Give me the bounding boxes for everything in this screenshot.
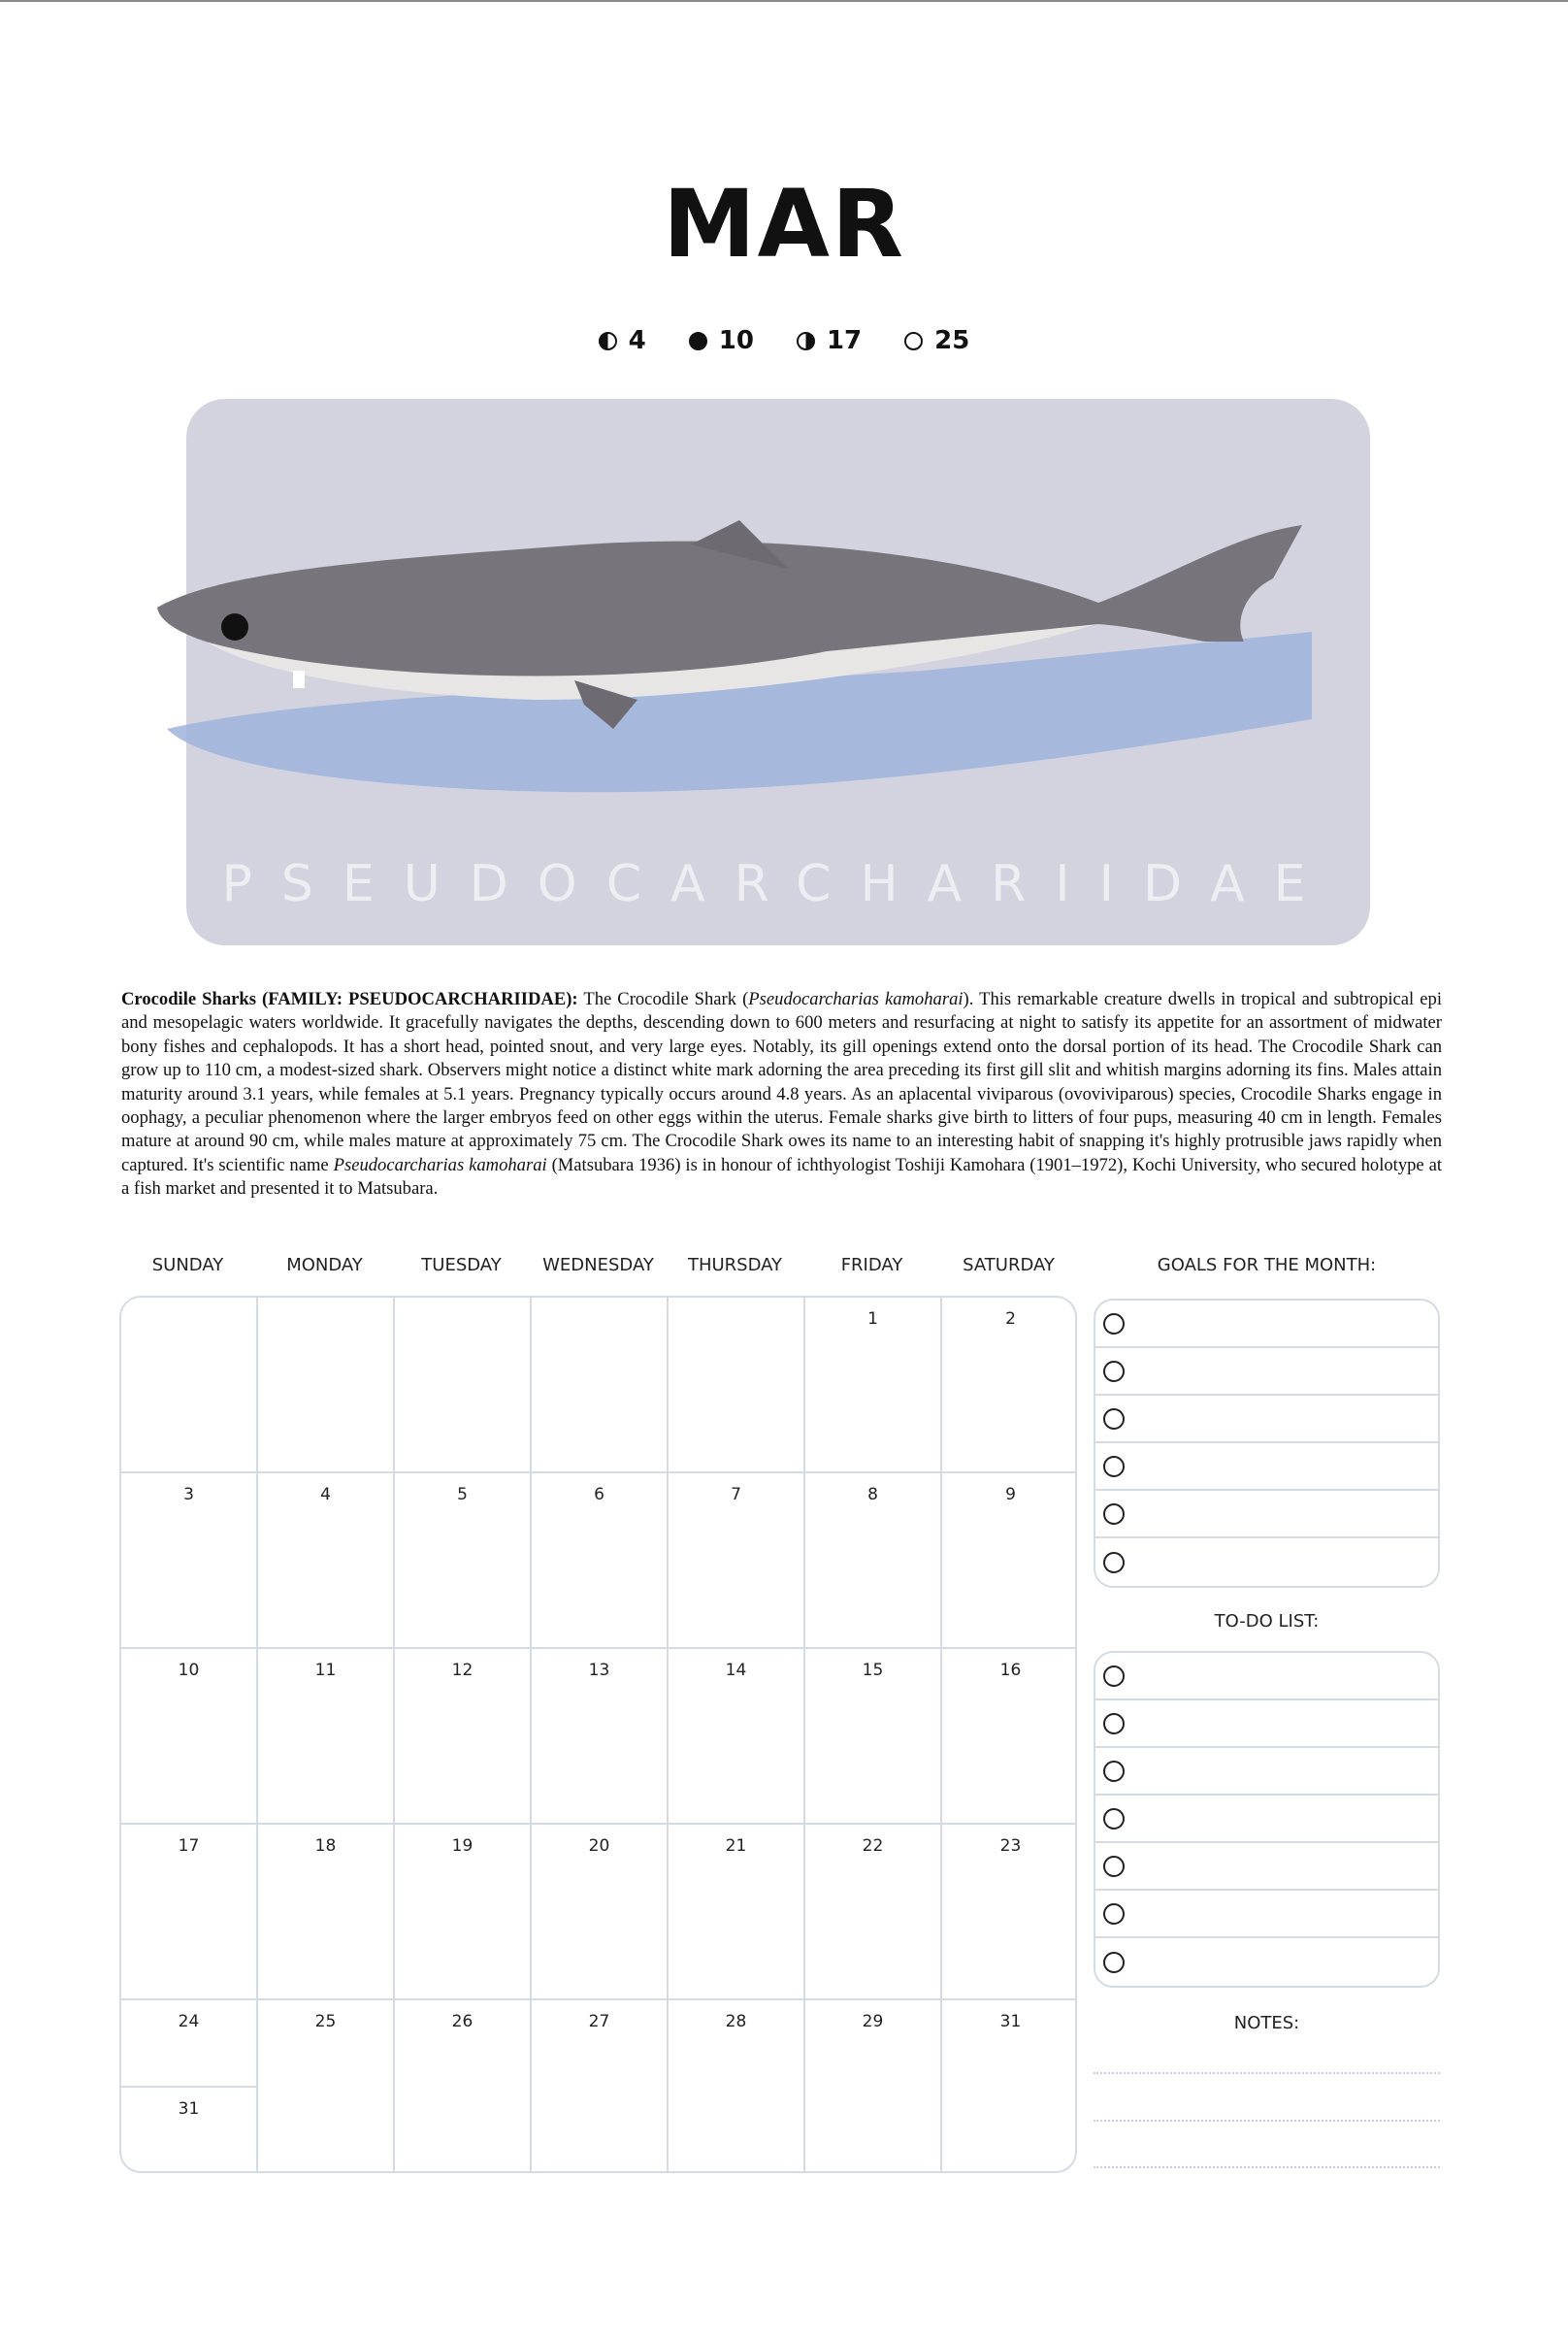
weekday-header: SUNDAY	[151, 1255, 224, 1275]
scientific-name: Pseudocarcharias kamoharai	[333, 1154, 547, 1175]
description-text: (Matsubara 1936) is in honour of ichthyologist Toshiji Kamohara (1901–1972), Kochi University, who secured holotype at a fish market and presented it to Matsubara.	[121, 1154, 1442, 1200]
moon-phase-day: 25	[934, 326, 970, 355]
day-cell[interactable]: 3	[121, 1473, 258, 1649]
day-cell[interactable]: 31	[121, 2088, 258, 2173]
shark-illustration	[186, 399, 1370, 945]
goal-item[interactable]	[1095, 1491, 1438, 1538]
checkbox-circle-icon[interactable]	[1103, 1808, 1125, 1830]
first-quarter-moon-icon	[599, 332, 617, 350]
day-cell[interactable]: 12	[395, 1649, 532, 1825]
calendar-grid	[119, 1296, 1077, 2173]
description-lead: Crocodile Sharks (FAMILY: PSEUDOCARCHARIIDAE):	[121, 989, 578, 1009]
weekday-header: TUESDAY	[421, 1255, 502, 1275]
day-cell[interactable]	[395, 1298, 532, 1473]
moon-phase-day: 17	[826, 326, 863, 355]
moon-phase	[689, 326, 754, 355]
day-cell[interactable]	[121, 1298, 258, 1473]
todo-list	[1094, 1651, 1440, 1988]
todo-item[interactable]	[1095, 1843, 1438, 1891]
day-cell[interactable]: 15	[805, 1649, 942, 1825]
day-cell[interactable]: 2	[942, 1298, 1077, 1473]
day-cell[interactable]: 22	[805, 1825, 942, 2000]
weekday-header: FRIDAY	[840, 1255, 903, 1275]
day-cell[interactable]: 20	[532, 1825, 669, 2000]
goals-list	[1094, 1299, 1440, 1588]
checkbox-circle-icon[interactable]	[1103, 1856, 1125, 1877]
moon-phase	[904, 326, 969, 355]
description-text: ). This remarkable creature dwells in tropical and subtropical epi and mesopelagic waters worldwide. It gracefully navigates the depths, descending down to 600 meters and resurfacing at night to satisfy its appetite for an assortment of midwater bony fishes and cephalopods. It has a short head, pointed snout, and very large eyes. Notably, its gill openings extend onto the dorsal portion of its head. The Crocodile Shark can grow up to 110 cm, a modest-sized shark. Observers might notice a distinct white mark adorning the area preceding its first gill slit and whitish margins adorning its fins. Males attain maturity around 3.1 years, while females at 5.1 years. Pregnancy typically occurs around 4.8 years. As an aplacental viviparous (ovoviviparous) species, Crocodile Sharks engage in oophagy, a peculiar phenomenon where the larger embryos feed on other eggs within the uterus. Female sharks give birth to litters of four pups, measuring 40 cm in length. Females mature at around 90 cm, while males mature at approximately 75 cm. The Crocodile Shark owes its name to an interesting habit of snapping it's highly protrusible jaws rapidly when captured. It's scientific name	[121, 989, 1442, 1175]
checkbox-circle-icon[interactable]	[1103, 1665, 1125, 1687]
day-cell[interactable]: 27	[532, 2000, 669, 2173]
weekday-header: WEDNESDAY	[542, 1255, 654, 1275]
day-cell[interactable]: 18	[258, 1825, 395, 2000]
todo-item[interactable]	[1095, 1700, 1438, 1748]
todo-item[interactable]	[1095, 1891, 1438, 1938]
day-cell[interactable]: 9	[942, 1473, 1077, 1649]
day-cell[interactable]: 17	[121, 1825, 258, 2000]
notes-label: NOTES:	[1233, 2013, 1300, 2033]
last-quarter-moon-icon	[797, 332, 815, 350]
checkbox-circle-icon[interactable]	[1103, 1456, 1125, 1477]
full-moon-icon	[904, 332, 923, 350]
day-cell[interactable]: 8	[805, 1473, 942, 1649]
top-border	[0, 0, 1568, 2]
checkbox-circle-icon[interactable]	[1103, 1552, 1125, 1573]
day-cell[interactable]	[532, 1298, 669, 1473]
notes-line[interactable]	[1094, 2120, 1440, 2122]
notes-line[interactable]	[1094, 2166, 1440, 2168]
todo-item[interactable]	[1095, 1653, 1438, 1700]
day-cell[interactable]: 31	[942, 2000, 1077, 2173]
weekday-header: THURSDAY	[687, 1255, 783, 1275]
weekday-header: MONDAY	[286, 1255, 363, 1275]
day-cell[interactable]: 25	[258, 2000, 395, 2173]
day-cell[interactable]	[669, 1298, 805, 1473]
day-cell[interactable]: 4	[258, 1473, 395, 1649]
todo-item[interactable]	[1095, 1748, 1438, 1796]
goal-item[interactable]	[1095, 1538, 1438, 1586]
species-description	[121, 988, 1442, 1202]
day-cell[interactable]: 16	[942, 1649, 1077, 1825]
goal-item[interactable]	[1095, 1443, 1438, 1491]
todo-item[interactable]	[1095, 1796, 1438, 1843]
checkbox-circle-icon[interactable]	[1103, 1761, 1125, 1782]
goal-item[interactable]	[1095, 1301, 1438, 1348]
day-cell[interactable]: 14	[669, 1649, 805, 1825]
goals-label: GOALS FOR THE MONTH:	[1157, 1255, 1377, 1275]
weekday-header: SATURDAY	[963, 1255, 1055, 1275]
day-cell[interactable]	[258, 1298, 395, 1473]
moon-phase	[797, 326, 862, 355]
day-cell[interactable]: 13	[532, 1649, 669, 1825]
scientific-name: Pseudocarcharias kamoharai	[748, 989, 964, 1009]
moon-phases	[0, 326, 1568, 355]
day-cell[interactable]: 23	[942, 1825, 1077, 2000]
day-cell[interactable]: 7	[669, 1473, 805, 1649]
todo-item[interactable]	[1095, 1938, 1438, 1986]
day-cell[interactable]: 11	[258, 1649, 395, 1825]
moon-phase-day: 10	[718, 326, 754, 355]
day-cell[interactable]: 28	[669, 2000, 805, 2173]
moon-phase-day: 4	[628, 326, 646, 355]
goal-item[interactable]	[1095, 1348, 1438, 1396]
checkbox-circle-icon[interactable]	[1103, 1713, 1125, 1734]
day-cell[interactable]: 1	[805, 1298, 942, 1473]
new-moon-icon	[689, 332, 707, 350]
family-watermark: PSEUDOCARCHARIIDAE	[221, 855, 1335, 913]
todo-label: TO-DO LIST:	[1214, 1611, 1320, 1632]
day-cell[interactable]: 21	[669, 1825, 805, 2000]
day-cell[interactable]: 6	[532, 1473, 669, 1649]
notes-line[interactable]	[1094, 2072, 1440, 2074]
month-title: MAR	[663, 170, 905, 279]
description-text: The Crocodile Shark (	[577, 989, 749, 1009]
checkbox-circle-icon[interactable]	[1103, 1313, 1125, 1335]
day-cell[interactable]: 5	[395, 1473, 532, 1649]
day-cell[interactable]: 26	[395, 2000, 532, 2173]
checkbox-circle-icon[interactable]	[1103, 1952, 1125, 1973]
checkbox-circle-icon[interactable]	[1103, 1903, 1125, 1925]
moon-phase	[599, 326, 646, 355]
day-cell[interactable]: 19	[395, 1825, 532, 2000]
checkbox-circle-icon[interactable]	[1103, 1361, 1125, 1382]
day-cell[interactable]: 29	[805, 2000, 942, 2173]
goal-item[interactable]	[1095, 1396, 1438, 1443]
day-cell[interactable]: 24	[121, 2000, 258, 2088]
checkbox-circle-icon[interactable]	[1103, 1503, 1125, 1525]
checkbox-circle-icon[interactable]	[1103, 1408, 1125, 1430]
day-cell[interactable]: 10	[121, 1649, 258, 1825]
